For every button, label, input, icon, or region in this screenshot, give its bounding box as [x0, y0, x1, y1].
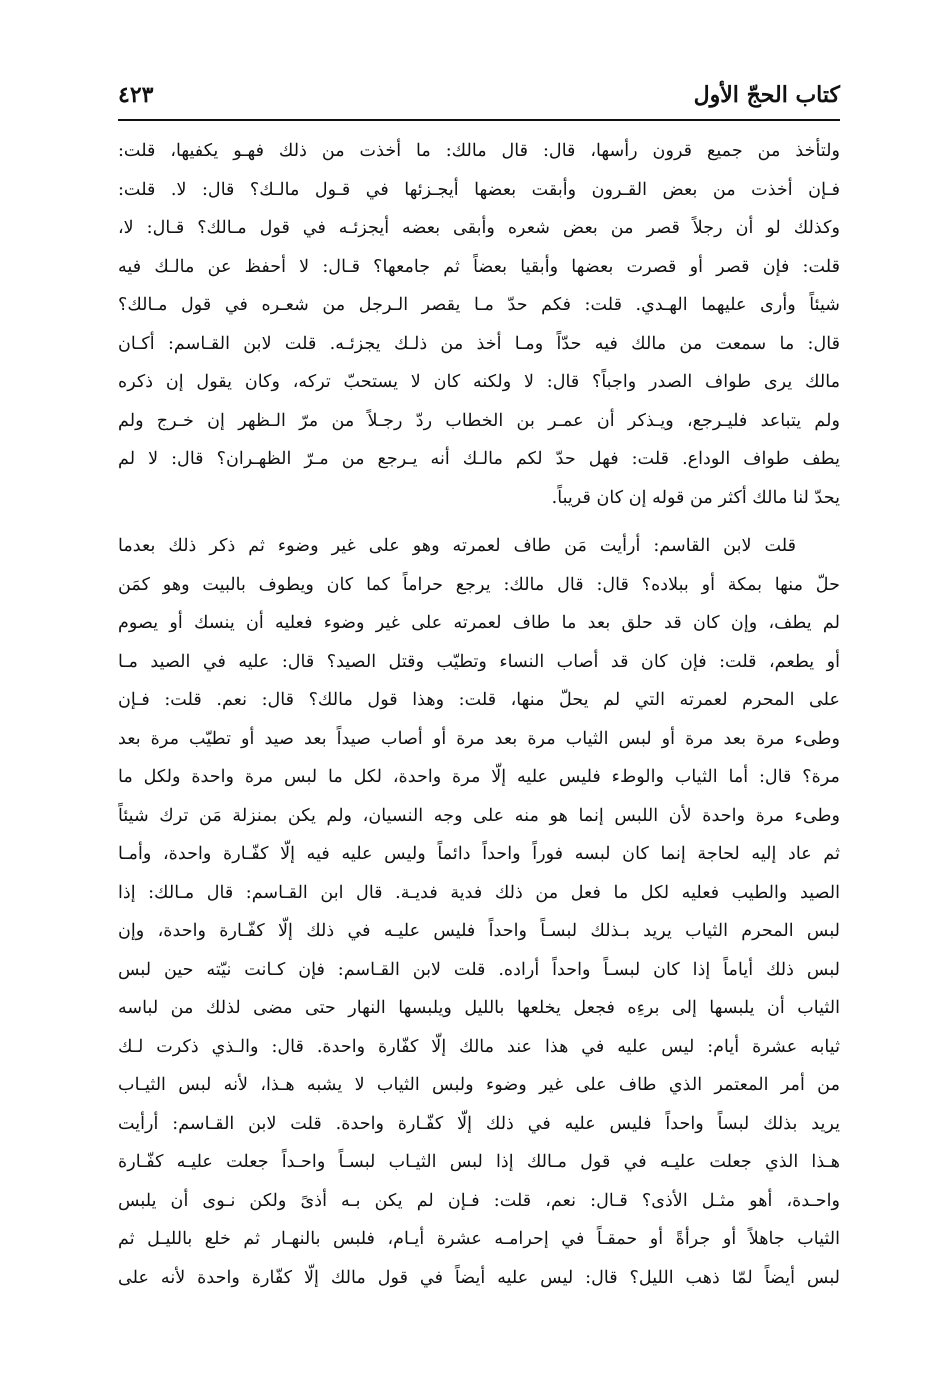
body-text [118, 132, 840, 1297]
text-line: قال: ما سمعت من مالك فيه حدّاً ومـا أخذ من ذلـك يجزئـه. قلت لابن القـاسم: أكـان [118, 333, 840, 354]
running-head [118, 82, 840, 116]
paragraph-1 [118, 132, 840, 517]
text-line: لم يطف، وإن كان قد حلق بعد ما طاف لعمرته على غير وضوء فعليه أن ينسك أو يصوم [118, 613, 840, 633]
text-line: ثم عاد إليه لحاجة إنما كان لبسه فوراً واحداً دائماً وليس عليه فيه إلّا كفّـارة واحدة، وأمـا [118, 844, 840, 864]
text-line: قلت لابن القاسم: أرأيت مَن طاف لعمرته وهو على غير وضوء ثم ذكر ذلك بعدما [118, 536, 796, 556]
text-line: لبس ذلك أياماً إذا كان لبسـاً واحداً أراده. قلت لابن القـاسم: فإن كـانت نيّته حين لبس [118, 959, 840, 980]
text-line: مالك يرى طواف الصدر واجباً؟ قال: لا ولكنه كان لا يستحبّ تركه، وكان يقول إن ذكره [118, 372, 840, 392]
text-line: وطىء مرة واحدة لأن اللبس إنما هو منه على وجه النسيان، ولم يكن بمنزلة مَن ترك شيئاً [118, 805, 840, 826]
text-line: أو يطعم، قلت: فإن كان قد أصاب النساء وتطيّب وقتل الصيد؟ قال: عليه في الصيد مـا [118, 651, 840, 672]
text-line: يحدّ لنا مالك أكثر من قوله إن كان قريباً. [551, 487, 840, 508]
text-line: حلّ منها بمكة أو ببلاده؟ قال: قال مالك: يرجع حراماً كما كان ويطوف بالبيت وهو كمَن [118, 574, 840, 595]
text-line: الثياب أن يلبسها إلى برءِه فجعل يخلعها بالليل ويلبسها النهار حتى مضى لذلك من لباسه [118, 998, 840, 1018]
text-line: وكذلك لو أن رجلاً قصر من بعض شعره وأبقى بعضه أيجزئـه في قول مـالك؟ قـال: لا، [118, 218, 840, 238]
text-line: لبس المحرم الثياب يريد بـذلك لبسـاً واحداً فليس عليـه في ذلك إلّا كفّـارة واحدة، وإن [118, 921, 840, 941]
text-line: ولتأخذ من جميع قرون رأسها، قال: قال مالك: ما أخذت من ذلك فهـو يكفيها، قلت: [118, 141, 840, 161]
text-line: على المحرم لعمرته التي لم يحلّ منها، قلت: وهذا قول مالك؟ قال: نعم. قلت: فـإن [118, 690, 840, 710]
text-line: لبس أيضاً لمّا ذهب الليل؟ قال: ليس عليه أيضاً في قول مالك إلّا كفّارة واحدة لأنه على [118, 1267, 840, 1288]
text-line: الصيد والطيب فعليه لكل ما فعل من ذلك فدية فديـة. قال ابن القـاسم: قال مـالك: إذا [118, 882, 840, 903]
paragraph-2 [118, 527, 840, 1297]
text-line: هـذا الذي جعلت عليـه في قول مـالك إذا لبس الثيـاب لبسـاً واحـداً جعلت عليـه كفّـارة [118, 1152, 840, 1172]
text-line: يطف طواف الوداع. قلت: فهل حدّ لكم مالـك أنه يـرجع من مـرّ الظهـران؟ قال: لا لم [118, 449, 840, 469]
page-number: ٤٢٣ [118, 82, 154, 108]
text-line: ثيابه عشرة أيام: ليس عليه في هذا عند مالك إلّا كفّارة واحدة. قال: والـذي ذكرت لـك [118, 1036, 840, 1057]
book-title: كتاب الحجّ الأول [693, 82, 840, 108]
text-line: الثياب جاهلاً أو جرأةً أو حمقـاً في إحرامـه عشرة أيـام، فلبس بالنهـار ثم خلع بالليـل ثم [118, 1229, 840, 1249]
header-rule [118, 119, 840, 121]
text-line: فـإن أخذت من بعض القـرون وأبقت بعضها أيجـزئها في قـول مالـك؟ قال: لا. قلت: [118, 179, 840, 200]
text-line: قلت: فإن قصر أو قصرت بعضها وأبقيا بعضاً ثم جامعها؟ قـال: لا أحفظ عن مالـك فيه [118, 256, 840, 277]
text-line: يريد بذلك لبساً واحداً فليس عليه في ذلك إلّا كفّـارة واحدة. قلت لابن القـاسم: أرأيت [118, 1113, 840, 1134]
text-line: من أمر المعتمر الذي طاف على غير وضوء ولبس الثياب لا يشبه هـذا، لأنه لبس الثيـاب [118, 1075, 840, 1095]
text-line: وطىء مرة بعد مرة أو لبس الثياب مرة بعد مرة أو أصاب صيداً بعد صيد أو تطيّب مرة بعد [118, 728, 840, 749]
text-line: شيئاً وأرى عليهما الهـدي. قلت: فكم حدّ مـا يقصر الـرجل من شعـره في قول مـالك؟ [118, 295, 840, 315]
text-line: مرة؟ قال: أما الثياب والوطء فليس عليه إلّا مرة واحدة، لكل ما لبس مرة واحدة ولكل ما [118, 767, 840, 787]
text-line: ولم يتباعد فليـرجع، ويـذكر أن عمـر بن الخطاب ردّ رجـلاً من مرّ الـظهر إن خـرج ولم [118, 410, 840, 431]
text-line: واحـدة، أهو مثـل الأذى؟ قـال: نعم، قلت: فـإن لم يكن بـه أذىً ولكن نـوى أن يلبس [118, 1190, 840, 1211]
